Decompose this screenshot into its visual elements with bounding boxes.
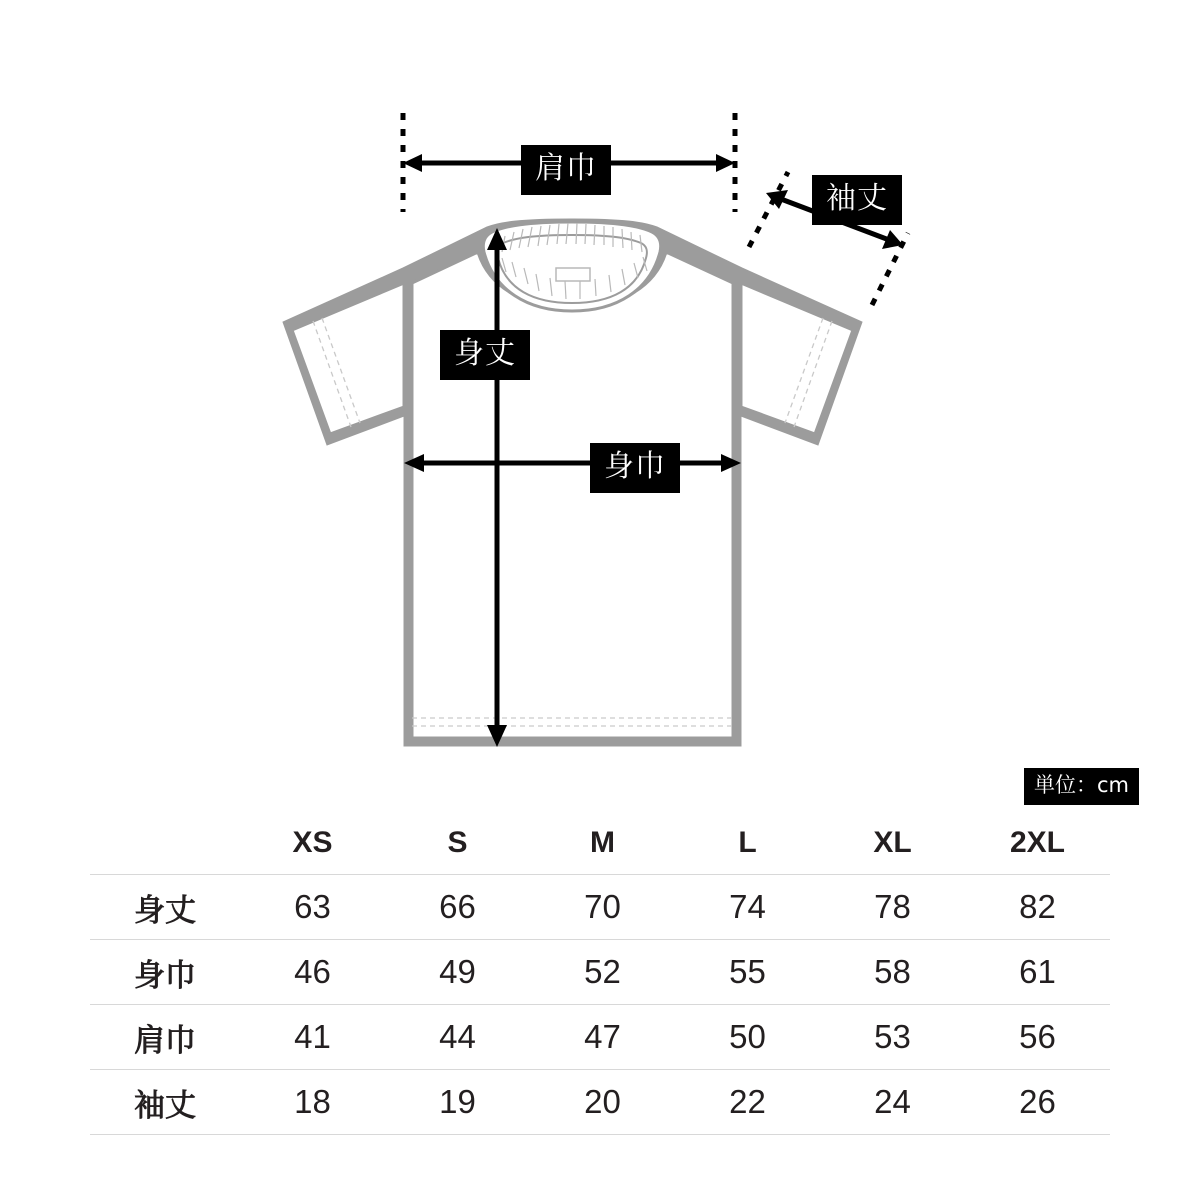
table-header-l: L	[675, 812, 820, 875]
cell-sleeve-length-xl: 24	[874, 1083, 911, 1120]
cell-body-length-2xl: 82	[1019, 888, 1056, 925]
table-header-s: S	[385, 812, 530, 875]
unit-note: 単位：cm	[1024, 768, 1139, 805]
cell-body-length-xl: 78	[874, 888, 911, 925]
cell-body-width-xl: 58	[874, 953, 911, 990]
label-body-width: 身巾	[590, 443, 680, 493]
cell-body-length-m: 70	[584, 888, 621, 925]
table-header-xl: XL	[820, 812, 965, 875]
cell-body-length-s: 66	[439, 888, 476, 925]
label-shoulder-width: 肩巾	[521, 145, 611, 195]
cell-shoulder-width-xs: 41	[294, 1018, 331, 1055]
cell-body-length-xs: 63	[294, 888, 331, 925]
cell-body-width-s: 49	[439, 953, 476, 990]
table-row	[90, 1070, 1110, 1135]
cell-sleeve-length-s: 19	[439, 1083, 476, 1120]
row-label-body-length: 身丈	[134, 892, 196, 929]
cell-shoulder-width-xl: 53	[874, 1018, 911, 1055]
cell-shoulder-width-m: 47	[584, 1018, 621, 1055]
label-body-length: 身丈	[440, 330, 530, 380]
cell-sleeve-length-xs: 18	[294, 1083, 331, 1120]
table-header-2xl: 2XL	[965, 812, 1110, 875]
cell-body-length-l: 74	[729, 888, 766, 925]
cell-shoulder-width-2xl: 56	[1019, 1018, 1056, 1055]
cell-body-width-xs: 46	[294, 953, 331, 990]
cell-body-width-l: 55	[729, 953, 766, 990]
table-row	[90, 1005, 1110, 1070]
table-row	[90, 875, 1110, 940]
table-row	[90, 940, 1110, 1005]
row-label-shoulder-width: 肩巾	[134, 1022, 196, 1059]
cell-body-width-m: 52	[584, 953, 621, 990]
cell-sleeve-length-2xl: 26	[1019, 1083, 1056, 1120]
label-sleeve-length: 袖丈	[812, 175, 902, 225]
row-label-body-width: 身巾	[134, 957, 196, 994]
table-header-xs: XS	[240, 812, 385, 875]
tshirt-shape	[283, 219, 862, 746]
cell-sleeve-length-l: 22	[729, 1083, 766, 1120]
table-corner-cell	[90, 812, 240, 875]
size-table	[90, 812, 1110, 1135]
cell-shoulder-width-s: 44	[439, 1018, 476, 1055]
row-label-sleeve-length: 袖丈	[134, 1087, 196, 1124]
cell-shoulder-width-l: 50	[729, 1018, 766, 1055]
cell-sleeve-length-m: 20	[584, 1083, 621, 1120]
cell-body-width-2xl: 61	[1019, 953, 1056, 990]
table-header-m: M	[530, 812, 675, 875]
table-header-row	[90, 812, 1110, 875]
